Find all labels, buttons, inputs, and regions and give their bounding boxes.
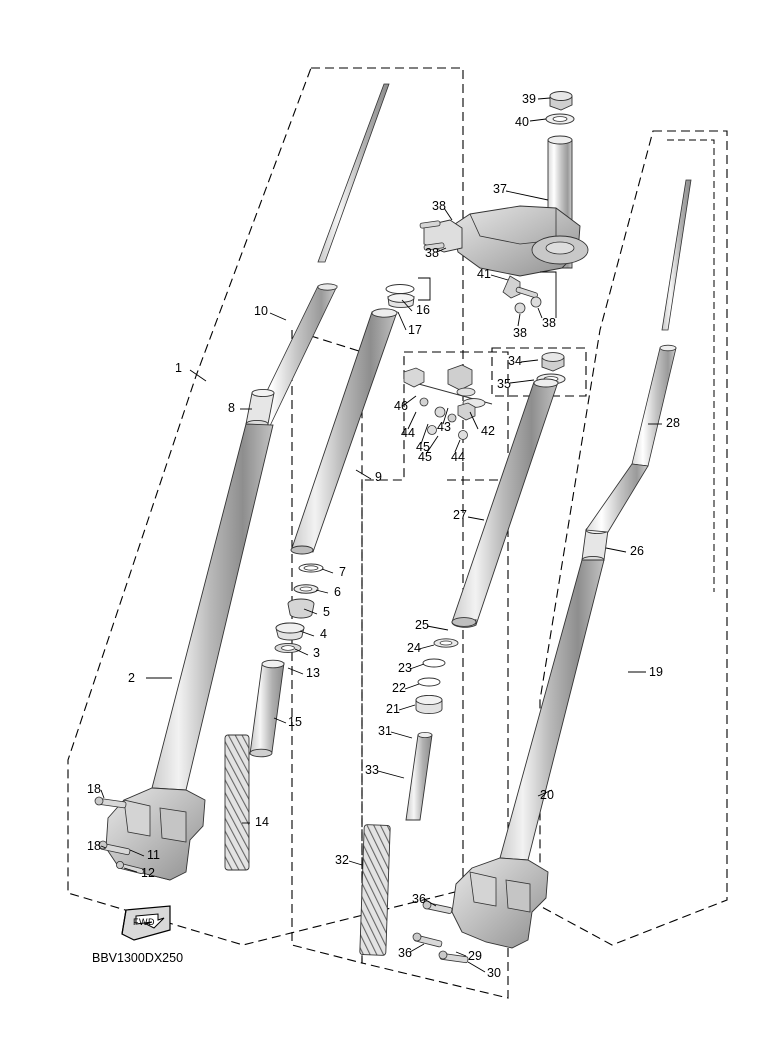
callout-45-b: 45 — [418, 450, 432, 464]
fwd-label: FWD — [133, 917, 155, 927]
callout-6: 6 — [334, 585, 341, 599]
callout-32: 32 — [335, 853, 349, 867]
callout-12: 12 — [141, 866, 155, 880]
callout-15: 15 — [288, 715, 302, 729]
callout-17: 17 — [408, 323, 422, 337]
callout-38-a: 38 — [432, 199, 446, 213]
callout-30: 30 — [487, 966, 501, 980]
callout-38-c: 38 — [513, 326, 527, 340]
callout-1: 1 — [175, 361, 182, 375]
callout-2: 2 — [128, 671, 135, 685]
callout-37: 37 — [493, 182, 507, 196]
callout-21: 21 — [386, 702, 400, 716]
callout-16: 16 — [416, 303, 430, 317]
callout-19: 19 — [649, 665, 663, 679]
callout-45-a: 45 — [416, 440, 430, 454]
callout-4: 4 — [320, 627, 327, 641]
callout-22: 22 — [392, 681, 406, 695]
callout-43: 43 — [437, 420, 451, 434]
callout-8: 8 — [228, 401, 235, 415]
callout-46: 46 — [394, 399, 408, 413]
part-code-label: BBV1300DX250 — [92, 951, 184, 965]
callout-9: 9 — [375, 470, 382, 484]
callout-38-b: 38 — [425, 246, 439, 260]
callout-36-lower: 36 — [398, 946, 412, 960]
callout-27: 27 — [453, 508, 467, 522]
callout-18-upper: 18 — [87, 782, 101, 796]
callout-14: 14 — [255, 815, 269, 829]
callout-31: 31 — [378, 724, 392, 738]
callout-40: 40 — [515, 115, 529, 129]
callout-33: 33 — [365, 763, 379, 777]
callout-7: 7 — [339, 565, 346, 579]
callout-5: 5 — [323, 605, 330, 619]
callout-39: 39 — [522, 92, 536, 106]
callout-44-b: 44 — [451, 450, 465, 464]
callout-23: 23 — [398, 661, 412, 675]
callout-20: 20 — [540, 788, 554, 802]
callout-26: 26 — [630, 544, 644, 558]
callout-44-a: 44 — [401, 426, 415, 440]
callout-25: 25 — [415, 618, 429, 632]
callout-29: 29 — [468, 949, 482, 963]
callout-13: 13 — [306, 666, 320, 680]
callout-28: 28 — [666, 416, 680, 430]
callout-18-lower: 18 — [87, 839, 101, 853]
callout-24: 24 — [407, 641, 421, 655]
callout-10: 10 — [254, 304, 268, 318]
callout-3: 3 — [313, 646, 320, 660]
callout-35: 35 — [497, 377, 511, 391]
callout-42: 42 — [481, 424, 495, 438]
callout-34: 34 — [508, 354, 522, 368]
callout-11: 11 — [147, 848, 160, 862]
callout-38-d: 38 — [542, 316, 556, 330]
callout-41: 41 — [477, 267, 491, 281]
callout-36-upper: 36 — [412, 892, 426, 906]
